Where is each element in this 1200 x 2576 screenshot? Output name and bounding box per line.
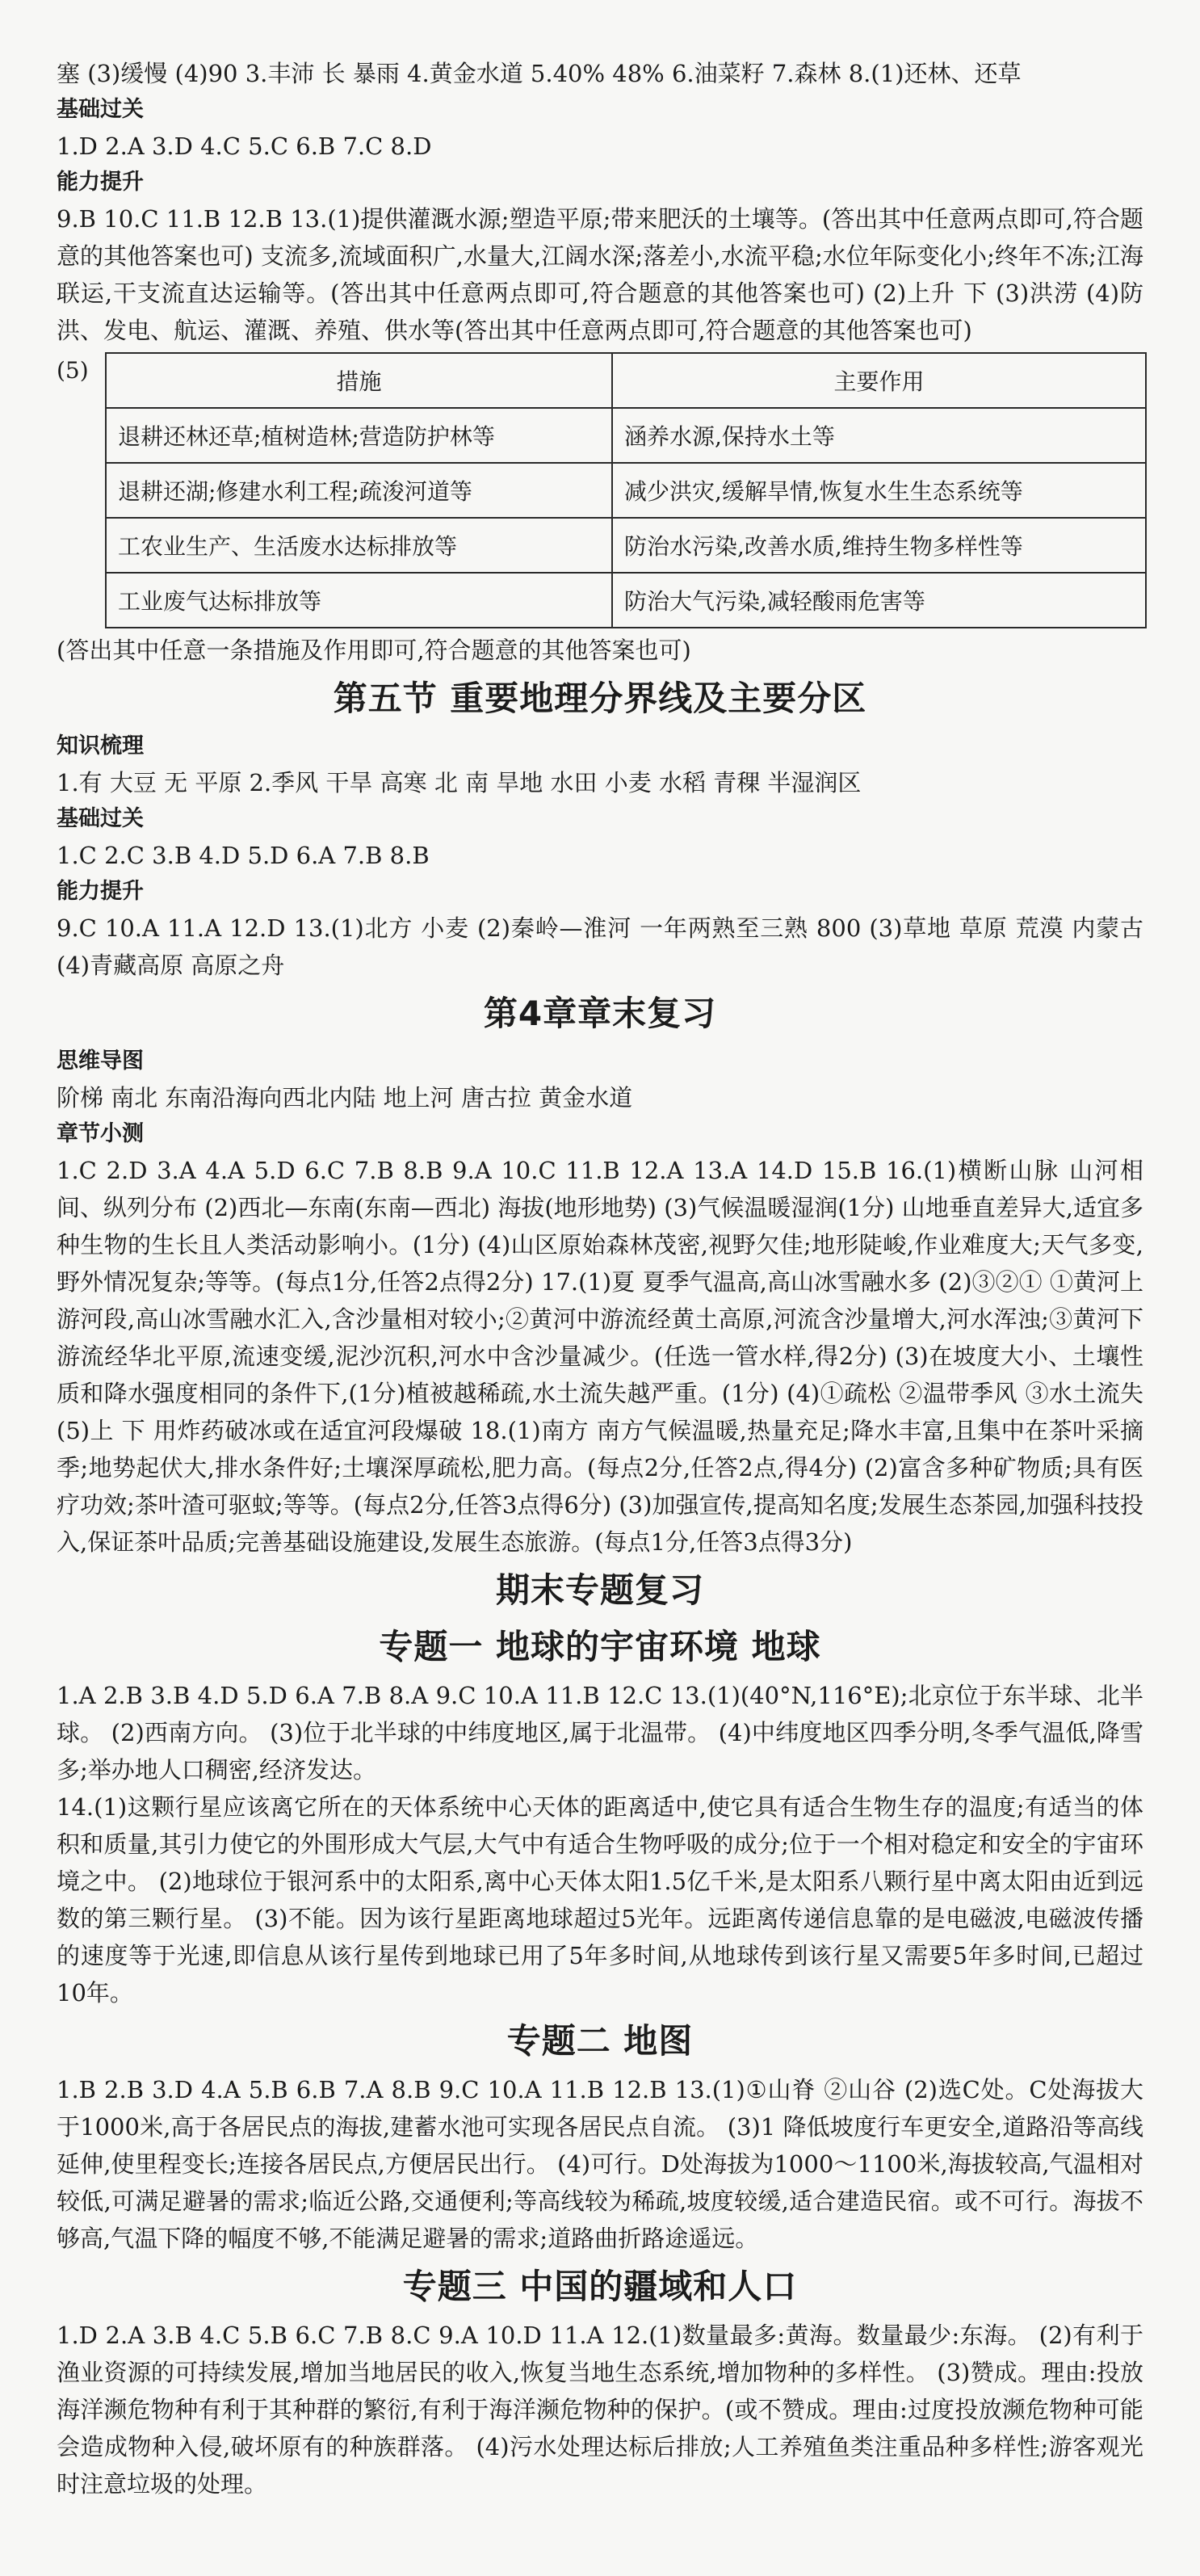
table-cell: 防治水污染,改善水质,维持生物多样性等 (612, 518, 1146, 573)
measures-table (105, 352, 1147, 628)
heading-ability: 能力提升 (57, 879, 144, 904)
table-row (106, 408, 1146, 463)
table-header-cell: 措施 (106, 353, 612, 408)
knowledge-answers: 1.有 大豆 无 平原 2.季风 干旱 高寒 北 南 旱地 水田 小麦 水稻 青稞 半湿润区 (57, 769, 862, 796)
table-cell: 防治大气污染,减轻酸雨危害等 (612, 573, 1146, 628)
table-header-row (106, 353, 1146, 408)
table-number: (5) (57, 357, 89, 384)
chapter-test-answers: 1.C 2.D 3.A 4.A 5.D 6.C 7.B 8.B 9.A 10.C 11.B 12.A 13.A 14.D 15.B 16.(1)横断山脉 山河相间、纵列分布 (2)西北—东南(东南—西北) 海拔(地形地势) (3)气候温暖湿润(1分) 山地垂直差异大,适宜多种生物的生长且人类活动影响小。(1分) (4)山区原始森林茂密,视野欠佳;地形陡峻,作业难度大;天气多变,野外情况复杂;等等。(每点1分,任答2点得2分) 17.(1)夏 夏季气温高,高山冰雪融水多 (2)③②① ①黄河上游河段,高山冰雪融水汇入,含沙量相对较小;②黄河中游流经黄土高原,河流含沙量增大,河水浑浊;③黄河下游流经华北平原,流速变缓,泥沙沉积,河水中含沙量减少。(任选一管水样,得2分) (3)在坡度大小、土壤性质和降水强度相同的条件下,(1分)植被越稀疏,水土流失越严重。(1分) (4)①疏松 ②温带季风 ③水土流失 (5)上 下 用炸药破冰或在适宜河段爆破 18.(1)南方 南方气候温暖,热量充足;降水丰富,且集中在茶叶采摘季;地势起伏大,排水条件好;土壤深厚疏松,肥力高。(每点2分,任答2点,得4分) (2)富含多种矿物质;具有医疗功效;茶叶渣可驱蚊;等等。(每点2分,任答3点得6分) (3)加强宣传,提高知名度;发展生态茶园,加强科技投入,保证茶叶品质;完善基础设施建设,发展生态旅游。(每点1分,任答3点得3分) (57, 1157, 1143, 1556)
basic-answers: 1.D 2.A 3.D 4.C 5.C 6.B 7.C 8.D (57, 132, 432, 160)
section-title: 期末专题复习 (495, 1570, 704, 1610)
topic-title: 专题三 中国的疆域和人口 (402, 2267, 798, 2306)
continued-answers: 塞 (3)缓慢 (4)90 3.丰沛 长 暴雨 4.黄金水道 5.40% 48% 6.油菜籽 7.森林 8.(1)还林、还草 (57, 60, 1022, 87)
ability-answers: 9.C 10.A 11.A 12.D 13.(1)北方 小麦 (2)秦岭—淮河 一年两熟至三熟 800 (3)草地 草原 荒漠 内蒙古 (4)青藏高原 高原之舟 (57, 914, 1143, 979)
table-header-cell: 主要作用 (612, 353, 1146, 408)
table-cell: 涵养水源,保持水土等 (612, 408, 1146, 463)
table-note: (答出其中任意一条措施及作用即可,符合题意的其他答案也可) (57, 637, 691, 664)
section-title: 第五节 重要地理分界线及主要分区 (333, 679, 867, 718)
heading-basic: 基础过关 (57, 806, 144, 831)
measures-table-wrap (57, 352, 1143, 628)
table-row (106, 518, 1146, 573)
topic-answers: 1.D 2.A 3.B 4.C 5.B 6.C 7.B 8.C 9.A 10.D 11.A 12.(1)数量最多:黄海。数量最少:东海。 (2)有利于渔业资源的可持续发展,增加当地居民的收入,恢复当地生态系统,增加物种的多样性。 (3)赞成。理由:投放海洋濒危物种有利于其种群的繁衍,有利于海洋濒危物种的保护。(或不赞成。理由:过度投放濒危物种可能会造成物种入侵,破坏原有的种族群落。 (4)污水处理达标后排放;人工养殖鱼类注重品种多样性;游客观光时注意垃圾的处理。 (57, 2322, 1143, 2498)
topic-answers: 1.A 2.B 3.B 4.D 5.D 6.A 7.B 8.A 9.C 10.A 11.B 12.C 13.(1)(40°N,116°E);北京位于东半球、北半球。 (2)西南方向。 (3)位于北半球的中纬度地区,属于北温带。 (4)中纬度地区四季分明,冬季气温低,降雪多;举办地人口稠密,经济发达。 (57, 1682, 1143, 1784)
mindmap-answers: 阶梯 南北 东南沿海向西北内陆 地上河 唐古拉 黄金水道 (57, 1084, 633, 1112)
topic-answers: 14.(1)这颗行星应该离它所在的天体系统中心天体的距离适中,使它具有适合生物生存的温度;有适当的体积和质量,其引力使它的外围形成大气层,大气中有适合生物呼吸的成分;位于一个相对稳定和安全的宇宙环境之中。 (2)地球位于银河系中的太阳系,离中心天体太阳1.5亿千米,是太阳系八颗行星中离太阳由近到远数的第三颗行星。 (3)不能。因为该行星距离地球超过5光年。远距离传递信息靠的是电磁波,电磁波传播的速度等于光速,即信息从该行星传到地球已用了5年多时间,从地球传到该行星又需要5年多时间,已超过10年。 (57, 1793, 1143, 2007)
section-title: 第4章章末复习 (483, 994, 717, 1033)
ability-answers: 9.B 10.C 11.B 12.B 13.(1)提供灌溉水源;塑造平原;带来肥沃的土壤等。(答出其中任意两点即可,符合题意的其他答案也可) 支流多,流域面积广,水量大,江阔水深;落差小,水流平稳;水位年际变化小;终年不冻;江海联运,干支流直达运输等。(答出其中任意两点即可,符合题意的其他答案也可) (2)上升 下 (3)洪涝 (4)防洪、发电、航运、灌溉、养殖、供水等(答出其中任意两点即可,符合题意的其他答案也可) (57, 205, 1143, 344)
table-row (106, 463, 1146, 518)
heading-chapter-test: 章节小测 (57, 1121, 144, 1146)
heading-mindmap: 思维导图 (57, 1048, 144, 1074)
heading-knowledge: 知识梳理 (57, 733, 144, 759)
table-cell: 退耕还林还草;植树造林;营造防护林等 (106, 408, 612, 463)
topic-title: 专题二 地图 (506, 2021, 694, 2061)
table-cell: 工农业生产、生活废水达标排放等 (106, 518, 612, 573)
basic-answers: 1.C 2.C 3.B 4.D 5.D 6.A 7.B 8.B (57, 842, 430, 869)
table-row (106, 573, 1146, 628)
heading-basic: 基础过关 (57, 97, 144, 122)
topic-title: 专题一 地球的宇宙环境 地球 (379, 1627, 821, 1666)
heading-ability: 能力提升 (57, 170, 144, 195)
table-cell: 减少洪灾,缓解旱情,恢复水生生态系统等 (612, 463, 1146, 518)
table-cell: 退耕还湖;修建水利工程;疏浚河道等 (106, 463, 612, 518)
topic-answers: 1.B 2.B 3.D 4.A 5.B 6.B 7.A 8.B 9.C 10.A 11.B 12.B 13.(1)①山脊 ②山谷 (2)选C处。C处海拔大于1000米,高于各居民点的海拔,建蓄水池可实现各居民点自流。 (3)1 降低坡度行车更安全,道路沿等高线延伸,使里程变长;连接各居民点,方便居民出行。 (4)可行。D处海拔为1000～1100米,海拔较高,气温相对较低,可满足避暑的需求;临近公路,交通便利;等高线较为稀疏,坡度较缓,适合建造民宿。或不可行。海拔不够高,气温下降的幅度不够,不能满足避暑的需求;道路曲折路途遥远。 (57, 2076, 1143, 2252)
table-cell: 工业废气达标排放等 (106, 573, 612, 628)
